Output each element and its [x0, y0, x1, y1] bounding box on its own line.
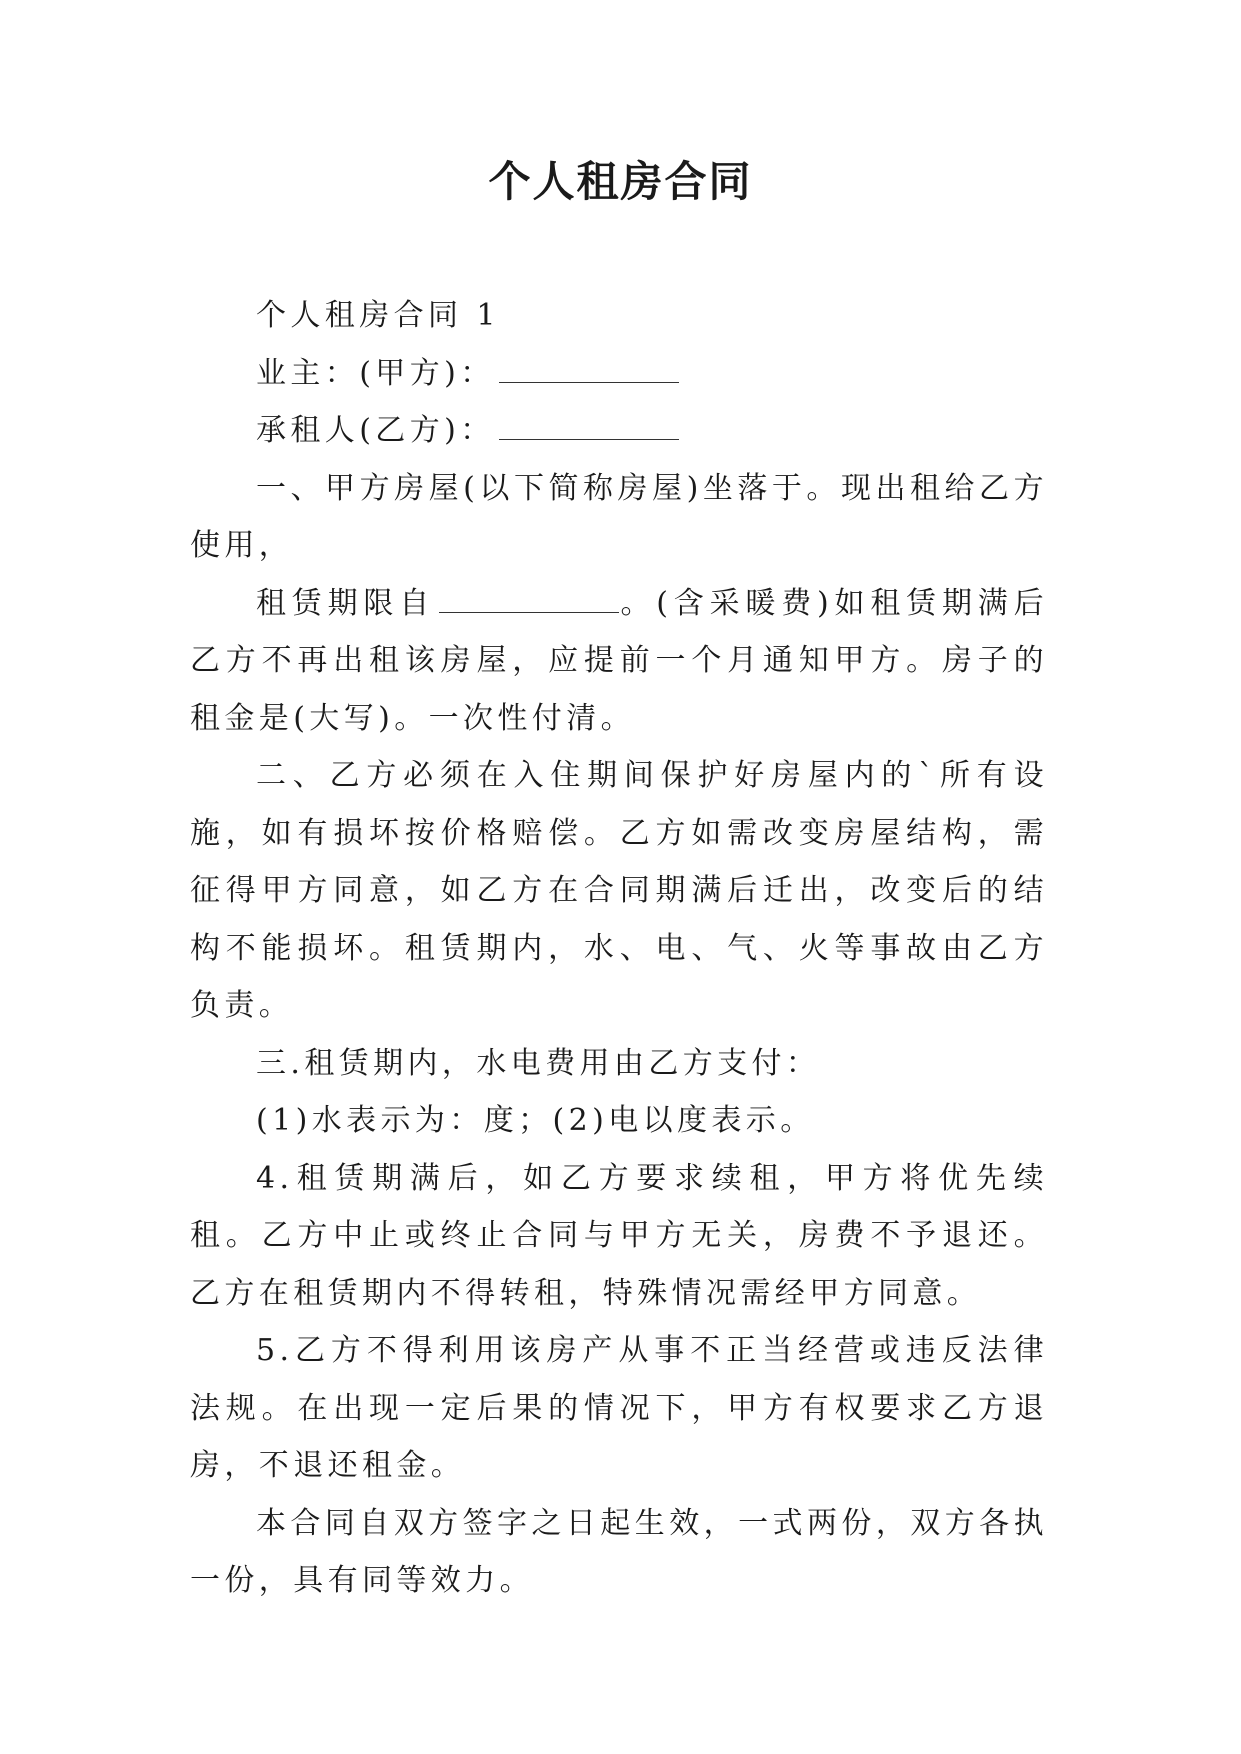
- effective-clause-text: 本合同自双方签字之日起生效，一式两份，双方各执一份，具有同等效力。: [190, 1505, 1048, 1598]
- clause-3-detail-text: (1)水表示为：度；(2)电以度表示。: [256, 1103, 815, 1138]
- contract-heading-text: 个人租房合同 1: [256, 298, 500, 333]
- clause-4-text: 4.租赁期满后，如乙方要求续租，甲方将优先续租。乙方中止或终止合同与甲方无关，房费不予退还。乙方在租赁期内不得转租，特殊情况需经甲方同意。: [190, 1160, 1048, 1311]
- clause-1-term: [190, 575, 1048, 748]
- tenant-blank: [499, 415, 679, 440]
- owner-blank: [499, 358, 679, 383]
- clause-5: [190, 1322, 1048, 1495]
- clause-1: [190, 460, 1048, 575]
- effective-clause: [190, 1495, 1048, 1610]
- tenant-label: 承租人(乙方)：: [256, 413, 495, 448]
- document-body: [190, 287, 1048, 1610]
- clause-5-text: 5.乙方不得利用该房产从事不正当经营或违反法律法规。在出现一定后果的情况下，甲方有权要求乙方退房，不退还租金。: [190, 1333, 1048, 1483]
- clause-2-text: 二、乙方必须在入住期间保护好房屋内的`所有设施，如有损坏按价格赔偿。乙方如需改变房屋结构，需征得甲方同意，如乙方在合同期满后迁出，改变后的结构不能损坏。租赁期内，水、电、气、火等事故由乙方负责。: [190, 758, 1048, 1023]
- term-blank: [439, 588, 619, 613]
- clause-4: [190, 1150, 1048, 1323]
- contract-heading: [190, 287, 1048, 345]
- owner-label: 业主：(甲方)：: [256, 355, 495, 391]
- clause-3-detail: [190, 1092, 1048, 1150]
- clause-2: [190, 747, 1048, 1035]
- clause-3: [190, 1035, 1048, 1093]
- tenant-line: [190, 402, 1048, 460]
- owner-line: [190, 345, 1048, 403]
- document-title: 个人租房合同: [488, 157, 753, 206]
- term-label: 租赁期限自: [256, 585, 436, 621]
- clause-3-text: 三.租赁期内，水电费用由乙方支付：: [256, 1045, 821, 1081]
- clause-1-text: 一、甲方房屋(以下简称房屋)坐落于。现出租给乙方使用，: [190, 470, 1048, 563]
- term-text: 。(含采暖费)如租赁期满后乙方不再出租该房屋，应提前一个月通知甲方。房子的租金是(大写)。一次性付清。: [190, 585, 1049, 736]
